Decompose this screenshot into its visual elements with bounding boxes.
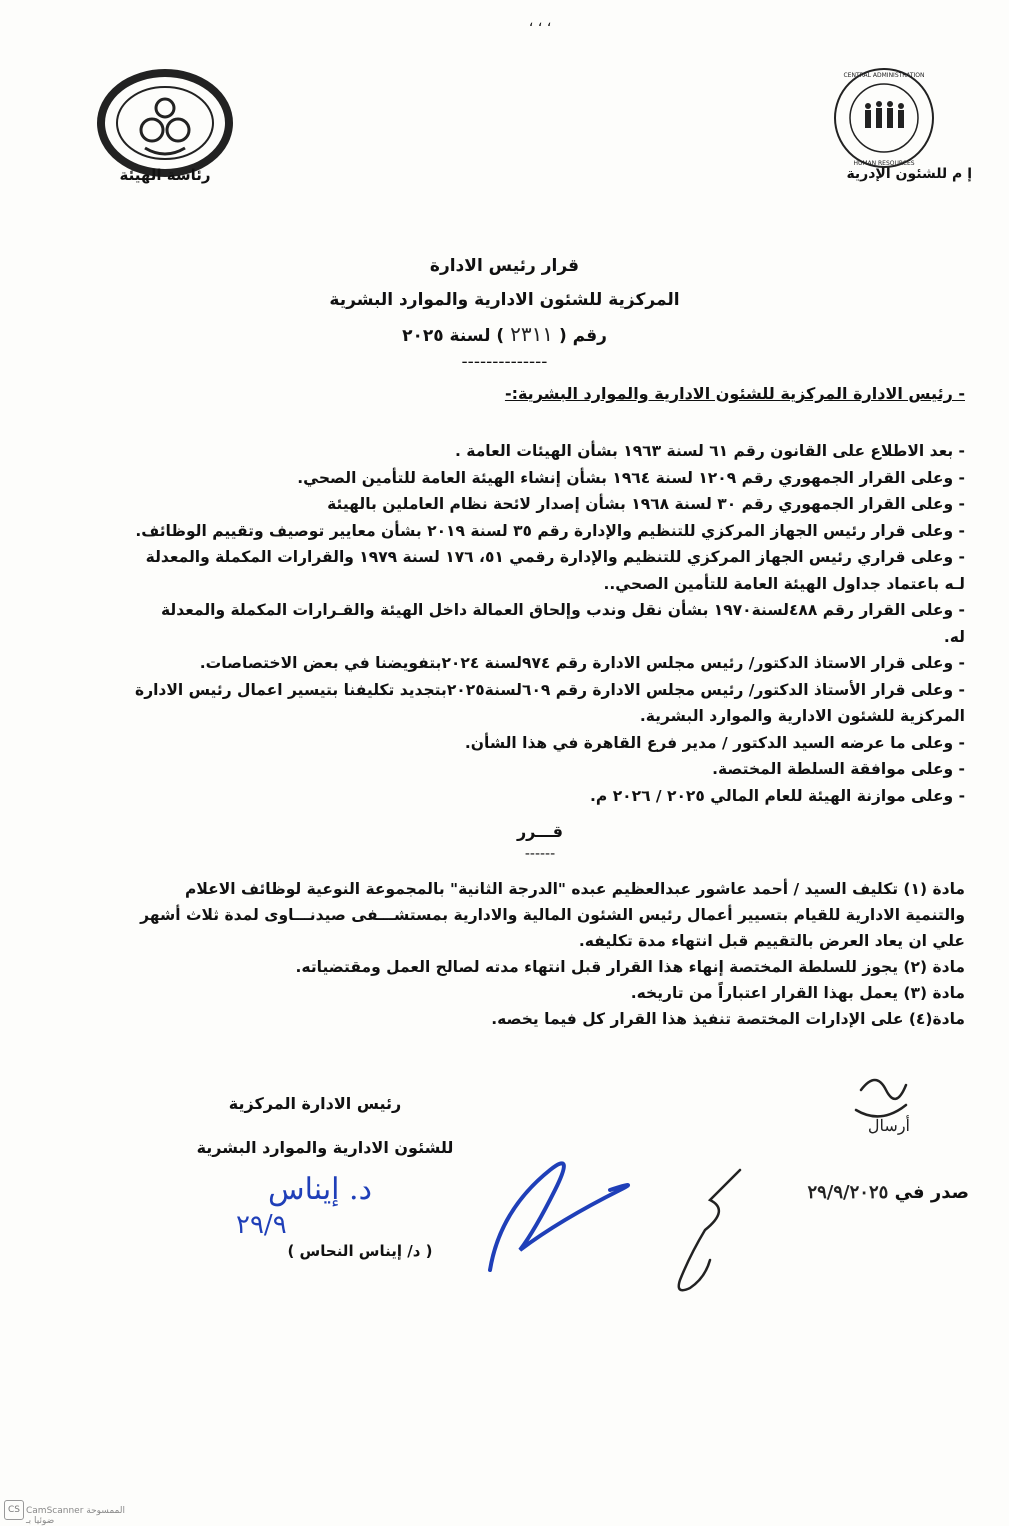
issued-label: صدر في (894, 1182, 969, 1203)
recital-item: - وعلى قرار الاستاذ الدكتور/ رئيس مجلس الادارة رقم ٩٧٤لسنة ٢٠٢٤بتفويضنا في بعض الاختصاصات. (199, 654, 965, 672)
articles-list (125, 876, 965, 1032)
scanner-text: CamScanner الممسوحة ضوئيا بـ (26, 1506, 125, 1526)
title-divider: -------------- (461, 352, 548, 372)
decision-divider: ------ (524, 846, 556, 862)
article-item: مادة(٤) على الإدارات المختصة تنفيذ هذا القرار كل فيما يخصه. (491, 1010, 965, 1028)
signatory-title-2: للشئون الادارية والموارد البشرية (196, 1138, 454, 1157)
number-suffix: ) لسنة ٢٠٢٥ (402, 326, 505, 346)
number-prefix: رقم ( (558, 326, 607, 346)
preamble-heading: - رئيس الادارة المركزية للشئون الادارية والموارد البشرية:- (504, 384, 965, 403)
article-item: مادة (٣) يعمل بهذا القرار اعتباراً من تاريخه. (630, 984, 965, 1002)
decision-title: قرار رئيس الادارة (429, 256, 580, 276)
decision-subtitle: المركزية للشئون الادارية والموارد البشرية (329, 290, 680, 310)
initials-signature (650, 1160, 760, 1300)
recital-item: - بعد الاطلاع على القانون رقم ٦١ لسنة ١٩٦٣ بشأن الهيئات العامة . (455, 442, 965, 460)
recital-item: - وعلى القرار رقم ٤٨٨لسنة١٩٧٠ بشأن نقل وندب وإلحاق العمالة داخل الهيئة والقـرارات المكملة والمعدلة له. (161, 601, 965, 646)
signatory-title-1: رئيس الادارة المركزية (228, 1094, 402, 1113)
handwritten-signer-name: د. إيناس (268, 1172, 372, 1207)
blue-signature (480, 1150, 650, 1280)
authority-logo (95, 68, 235, 178)
recital-item: - وعلى قرار الأستاذ الدكتور/ رئيس مجلس الادارة رقم ٦٠٩لسنة٢٠٢٥بتجديد تكليفنا بتيسير اعمال رئيس الادارة المركزية للشئون الادارية والموارد البشرية. (135, 680, 965, 725)
svg-text:HUMAN RESOURCES: HUMAN RESOURCES (853, 160, 915, 167)
article-item: مادة (٢) يجوز للسلطة المختصة إنهاء هذا القرار قبل انتهاء مدته لصالح العمل ومقتضياته. (295, 958, 965, 976)
handwritten-sign-date: ٢٩/٩ (236, 1210, 287, 1240)
handwritten-note: أرسال (867, 1116, 910, 1135)
article-item: مادة (١) تكليف السيد / أحمد عاشور عبدالعظيم عبده "الدرجة الثانية" بالمجموعة النوعية لوظائف الاعلام والتنمية الادارية للقيام بتسيير أعمال رئيس الشئون المالية والادارية بمستشـــفى صيدنـــاوى لمدة ثلاث أشهر علي ان يعاد العرض بالتقييم قبل انتهاء مدة تكليفه. (140, 880, 965, 950)
hr-logo (832, 66, 936, 170)
right-logo-caption: إ م للشئون الإدرية (846, 166, 972, 182)
top-mark: ، ، ، (528, 14, 552, 30)
recital-item: - وعلى قراري رئيس الجهاز المركزي للتنظيم والإدارة رقمي ٥١، ١٧٦ لسنة ١٩٧٩ والقرارات المكملة والمعدلة لـه باعتماد جداول الهيئة العامة للتأمين الصحي.. (145, 548, 965, 593)
recital-item: - وعلى موافقة السلطة المختصة. (712, 760, 965, 778)
handwritten-number: ٢٣١١ (510, 322, 554, 346)
decision-number (0, 322, 1009, 346)
recital-item: - وعلى القرار الجمهوري رقم ١٢٠٩ لسنة ١٩٦٤ بشأن إنشاء الهيئة العامة للتأمين الصحي. (297, 468, 965, 487)
issued-date (769, 1182, 969, 1203)
recital-item: - وعلى موازنة الهيئة للعام المالي ٢٠٢٥ / ٢٠٢٦ م. (590, 786, 965, 805)
issued-date-value: ٢٩/٩/٢٠٢٥ (807, 1182, 889, 1203)
recital-item: - وعلى القرار الجمهوري رقم ٣٠ لسنة ١٩٦٨ بشأن إصدار لائحة نظام العاملين بالهيئة (327, 495, 965, 513)
left-logo-caption: رئاسة الهيئة (119, 166, 211, 184)
signer-name: ( د/ إيناس النحاس ) (287, 1242, 433, 1260)
decision-word: قـــرر (516, 822, 564, 841)
recital-item: - وعلى ما عرضه السيد الدكتور / مدير فرع القاهرة في هذا الشأن. (464, 733, 965, 752)
recital-item: - وعلى قرار رئيس الجهاز المركزي للتنظيم والإدارة رقم ٣٥ لسنة ٢٠١٩ بشأن معايير توصيف وتقييم الوظائف. (135, 521, 965, 540)
scanner-icon: CS (4, 1500, 24, 1520)
recitals-list (135, 438, 965, 809)
svg-text:CENTRAL ADMINISTRATION: CENTRAL ADMINISTRATION (843, 72, 925, 79)
